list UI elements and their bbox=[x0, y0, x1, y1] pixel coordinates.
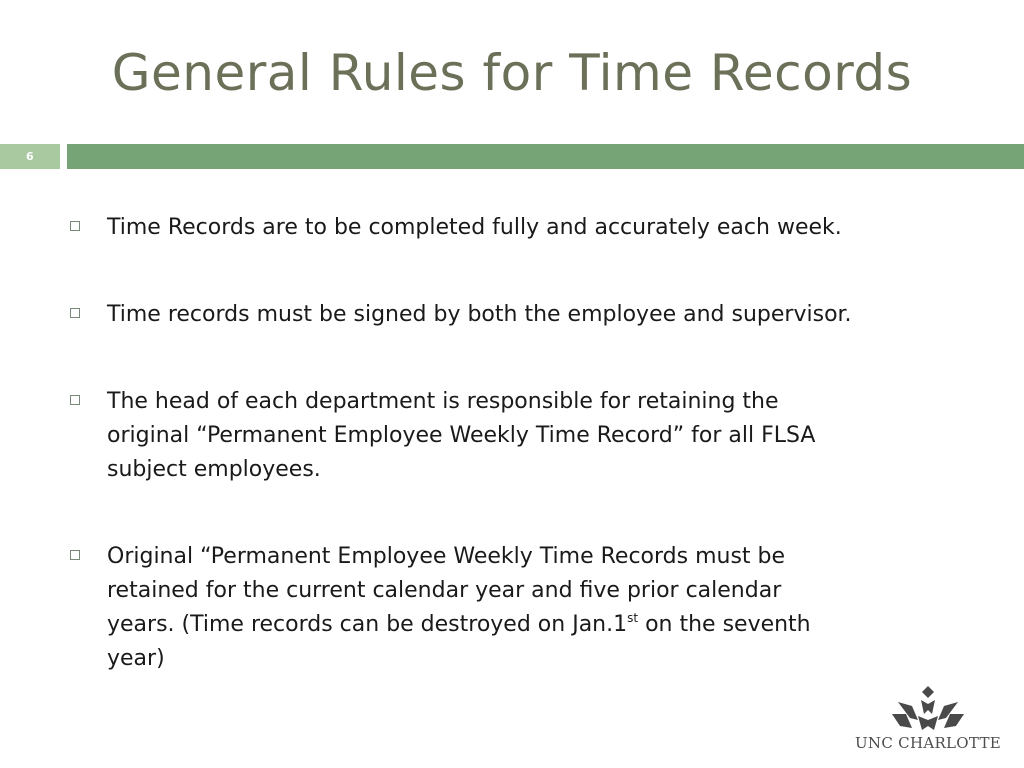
bullet-line: Time Records are to be completed fully and accurately each week. bbox=[107, 215, 842, 240]
square-bullet-icon bbox=[70, 221, 80, 231]
page-number: 6 bbox=[0, 144, 60, 169]
bullet-text bbox=[107, 385, 947, 487]
bullet-line: retained for the current calendar year and five prior calendar bbox=[107, 578, 782, 603]
slide-title: General Rules for Time Records bbox=[111, 44, 913, 102]
bullet-text bbox=[107, 540, 947, 676]
ordinal-superscript: st bbox=[627, 611, 639, 625]
bullet-text bbox=[107, 298, 947, 332]
bullet-line: Time records must be signed by both the employee and supervisor. bbox=[107, 302, 852, 327]
bullet-line: Original “Permanent Employee Weekly Time Records must be bbox=[107, 544, 786, 569]
bullet-line-part: years. (Time records can be destroyed on Jan.1 bbox=[107, 612, 628, 637]
bullet-line: original “Permanent Employee Weekly Time Record” for all FLSA bbox=[107, 423, 816, 448]
unc-charlotte-logo bbox=[848, 684, 1008, 758]
bullet-line bbox=[107, 608, 947, 642]
square-bullet-icon bbox=[70, 550, 80, 560]
bullet-line: subject employees. bbox=[107, 457, 321, 482]
crown-logo-icon bbox=[888, 684, 968, 732]
bullet-line-part: on the seventh bbox=[638, 612, 811, 637]
bullet-line: year) bbox=[107, 646, 165, 671]
square-bullet-icon bbox=[70, 395, 80, 405]
bullet-text bbox=[107, 211, 947, 245]
bullet-line: The head of each department is responsible for retaining the bbox=[107, 389, 779, 414]
logo-wordmark: UNC CHARLOTTE bbox=[854, 734, 1002, 752]
square-bullet-icon bbox=[70, 308, 80, 318]
